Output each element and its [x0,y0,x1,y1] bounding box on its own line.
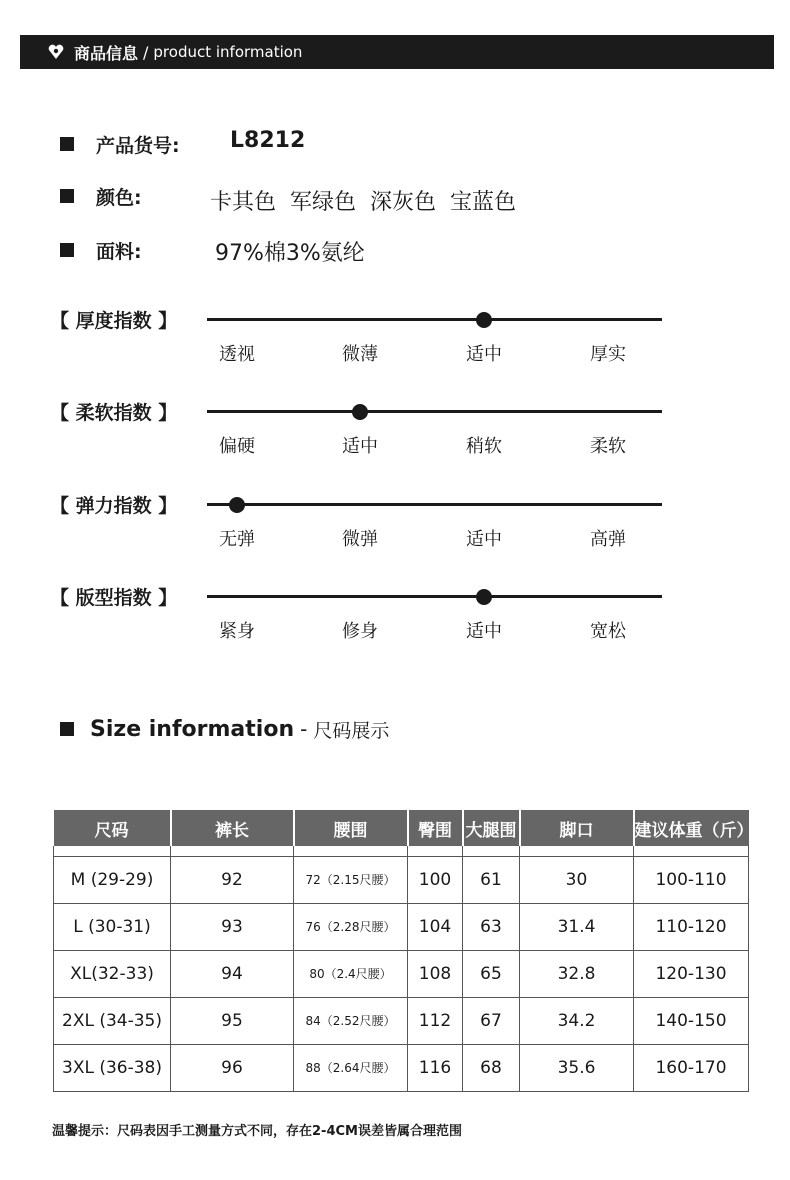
table-cell: 34.2 [520,997,634,1044]
table-cell: 116 [408,1044,463,1091]
index-label: 【 柔软指数 】 [50,402,178,424]
index-label: 【 弹力指数 】 [50,495,178,517]
table-cell: 35.6 [520,1044,634,1091]
gap-cell [294,846,408,856]
table-cell: 100 [408,856,463,903]
header-separator: / [143,42,149,62]
header-subtitle: product information [153,43,303,61]
table-cell: 72（2.15尺腰） [294,856,408,903]
table-cell: 112 [408,997,463,1044]
table-cell: XL(32-33) [54,950,171,997]
table-cell: 80（2.4尺腰） [294,950,408,997]
table-cell: 93 [171,903,294,950]
table-cell: 104 [408,903,463,950]
index-marker [229,497,245,513]
index-option: 适中 [466,344,502,365]
table-cell: 108 [408,950,463,997]
table-cell: 96 [171,1044,294,1091]
table-cell: 31.4 [520,903,634,950]
size-table-body [54,846,749,1091]
gap-cell [634,846,749,856]
index-option: 适中 [342,436,378,457]
color-row [60,178,142,214]
index-option: 适中 [466,621,502,642]
column-header: 大腿围 [463,810,520,846]
section-header-bar [20,35,774,69]
header-title: 商品信息 [74,43,139,63]
index-marker [476,312,492,328]
header-gap-row [54,846,749,856]
index-option: 紧身 [219,621,255,642]
table-cell: 110-120 [634,903,749,950]
index-scale-line [207,595,662,598]
color-label: 颜色: [96,186,142,209]
table-cell: 160-170 [634,1044,749,1091]
fabric-row [60,232,142,268]
index-option: 高弹 [590,529,626,550]
table-cell: 2XL (34-35) [54,997,171,1044]
index-option: 无弹 [219,529,255,550]
index-option: 柔软 [590,436,626,457]
table-cell: 140-150 [634,997,749,1044]
table-cell: L (30-31) [54,903,171,950]
size-table [53,810,754,1092]
size-table-header [54,810,749,846]
fabric-label: 面料: [96,240,142,263]
index-marker [476,589,492,605]
table-cell: 65 [463,950,520,997]
gap-cell [54,846,171,856]
table-row [54,950,749,997]
size-title-dash: - [300,717,308,741]
index-marker [352,404,368,420]
column-header: 脚口 [520,810,634,846]
bullet-square [60,243,74,257]
table-cell: 32.8 [520,950,634,997]
table-cell: 120-130 [634,950,749,997]
column-header: 裤长 [171,810,294,846]
size-tip-note: 温馨提示：尺码表因手工测量方式不同，存在2-4CM误差皆属合理范围 [52,1124,462,1139]
column-header: 建议体重（斤） [634,810,749,846]
index-scale-line [207,503,662,506]
table-cell: 88（2.64尺腰） [294,1044,408,1091]
table-cell: 94 [171,950,294,997]
table-cell: 95 [171,997,294,1044]
table-cell: 30 [520,856,634,903]
table-row [54,1044,749,1091]
size-title-cn: 尺码展示 [313,719,390,742]
index-option: 厚实 [590,344,626,365]
table-cell: 92 [171,856,294,903]
gap-cell [408,846,463,856]
column-header: 臀围 [408,810,463,846]
product-code-label: 产品货号: [96,134,180,157]
index-option: 稍软 [466,436,502,457]
table-cell: 68 [463,1044,520,1091]
table-cell: 61 [463,856,520,903]
product-code-value: L8212 [230,128,306,153]
index-option: 偏硬 [219,436,255,457]
table-cell: 3XL (36-38) [54,1044,171,1091]
gap-cell [171,846,294,856]
index-option: 宽松 [590,621,626,642]
column-header: 腰围 [294,810,408,846]
column-header: 尺码 [54,810,171,846]
bullet-square [60,722,74,736]
index-scale-line [207,318,662,321]
index-label: 【 版型指数 】 [50,587,178,609]
bullet-square [60,189,74,203]
table-row [54,903,749,950]
product-code-row [60,126,180,162]
table-cell: 84（2.52尺腰） [294,997,408,1044]
table-cell: 67 [463,997,520,1044]
index-option: 修身 [342,621,378,642]
table-cell: 63 [463,903,520,950]
index-option: 透视 [219,344,255,365]
bullet-square [60,137,74,151]
color-value: 卡其色 军绿色 深灰色 宝蓝色 [210,190,516,215]
gap-cell [463,846,520,856]
index-option: 微弹 [342,529,378,550]
table-cell: 100-110 [634,856,749,903]
gap-cell [520,846,634,856]
table-cell: 76（2.28尺腰） [294,903,408,950]
table-row [54,997,749,1044]
index-label: 【 厚度指数 】 [50,310,178,332]
size-title-en: Size information [90,716,295,742]
index-option: 微薄 [342,344,378,365]
table-row [54,856,749,903]
table-cell: M (29-29) [54,856,171,903]
index-scale-line [207,410,662,413]
size-section-heading [60,712,389,746]
fabric-value: 97%棉3%氨纶 [215,241,365,266]
index-option: 适中 [466,529,502,550]
heart-shield-icon [48,44,64,60]
